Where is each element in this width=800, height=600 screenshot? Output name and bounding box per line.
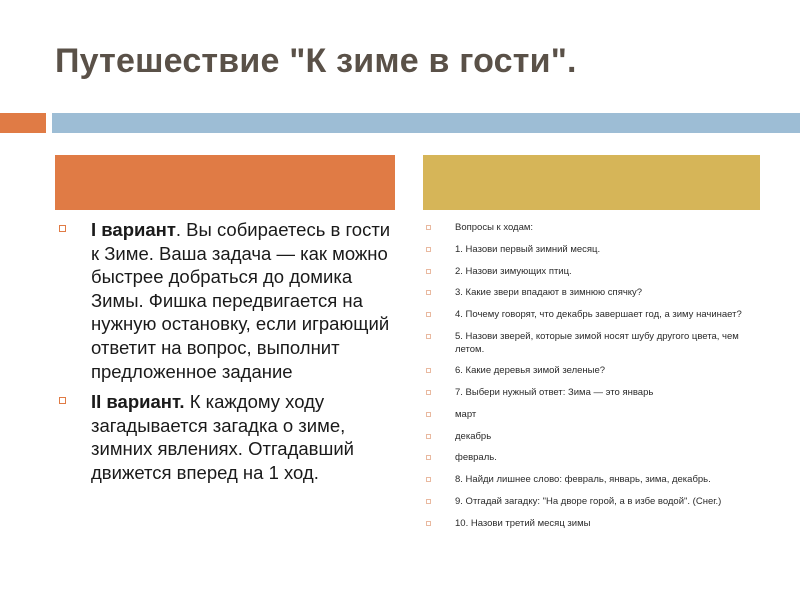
- square-bullet-icon: [426, 290, 431, 295]
- variant-1-text: . Вы собираетесь в гости к Зиме. Ваша задача — как можно быстрее добраться до домика Зимы. Фишка передвигается на нужную остановку, если играющий ответит на вопрос, выполнит предложенное задание: [91, 219, 391, 382]
- accent-band-orange: [0, 113, 46, 133]
- square-bullet-icon: [426, 269, 431, 274]
- question-item: 2. Назови зимующих птиц.: [425, 266, 760, 279]
- answer-option: март: [425, 409, 760, 422]
- question-item: 7. Выбери нужный ответ: Зима — это январь: [425, 387, 760, 400]
- left-column: [57, 218, 392, 492]
- question-item: 4. Почему говорят, что декабрь завершает год, а зиму начинает?: [425, 309, 760, 322]
- square-bullet-icon: [426, 312, 431, 317]
- variant-1-label: I вариант: [91, 219, 176, 240]
- question-item: 6. Какие деревья зимой зеленые?: [425, 365, 760, 378]
- question-heading: Вопросы к ходам:: [425, 222, 760, 235]
- square-bullet-icon: [426, 455, 431, 460]
- answer-option: декабрь: [425, 431, 760, 444]
- square-bullet-icon: [426, 225, 431, 230]
- variant-2-text: К каждому ходу загадывается загадка о зиме, зимних явлениях. Отгадавший движется вперед на 1 ход.: [91, 391, 354, 483]
- square-bullet-icon: [426, 434, 431, 439]
- variant-2-paragraph: [57, 390, 392, 484]
- question-item: 1. Назови первый зимний месяц.: [425, 244, 760, 257]
- question-item: 8. Найди лишнее слово: февраль, январь, зима, декабрь.: [425, 474, 760, 487]
- accent-band-blue: [52, 113, 800, 133]
- right-column: [425, 222, 760, 540]
- square-bullet-icon: [59, 225, 66, 232]
- question-item: 9. Отгадай загадку: "На дворе горой, а в избе водой". (Снег.): [425, 496, 760, 509]
- question-item: 3. Какие звери впадают в зимнюю спячку?: [425, 287, 760, 300]
- square-bullet-icon: [426, 477, 431, 482]
- slide-title: Путешествие "К зиме в гости".: [55, 42, 577, 80]
- square-bullet-icon: [59, 397, 66, 404]
- variant-1-paragraph: [57, 218, 392, 383]
- square-bullet-icon: [426, 499, 431, 504]
- square-bullet-icon: [426, 521, 431, 526]
- answer-option: февраль.: [425, 452, 760, 465]
- square-bullet-icon: [426, 390, 431, 395]
- square-bullet-icon: [426, 334, 431, 339]
- right-column-header-bar: [423, 155, 760, 210]
- square-bullet-icon: [426, 368, 431, 373]
- question-item: 5. Назови зверей, которые зимой носят шубу другого цвета, чем летом.: [425, 331, 760, 356]
- question-item: 10. Назови третий месяц зимы: [425, 518, 760, 531]
- square-bullet-icon: [426, 247, 431, 252]
- square-bullet-icon: [426, 412, 431, 417]
- variant-2-label: II вариант.: [91, 391, 185, 413]
- left-column-header-bar: [55, 155, 395, 210]
